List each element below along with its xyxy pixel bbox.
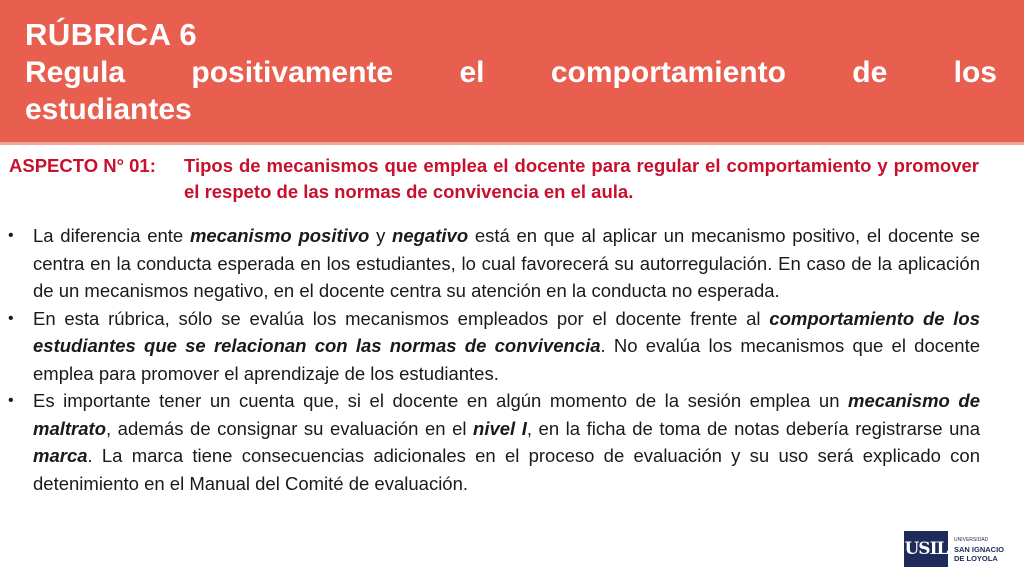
bullet-text: En esta rúbrica, sólo se evalúa los mecanismos empleados por el docente frente al [33,307,770,329]
bullet-text: está en que al aplicar un mecanismo positivo, el docente se centra en la conducta esperada en los estudiantes, lo cual favorecerá su autorregulación. En caso de la aplicación de un mecanismos negativo, en el docente centra su atención en la conducta no esperada. [33,225,981,301]
bullet-text: La diferencia ente [33,225,190,246]
emphasis-text: negativo [392,225,469,246]
slide-title-line1 [25,54,997,91]
logo-line1: SAN IGNACIO [954,544,1005,554]
bullet-item [8,305,980,388]
title-word: comportamiento [550,56,786,89]
emphasis-text: mecanismo de maltrato [33,390,980,439]
rubric-number: RÚBRICA 6 [25,17,198,52]
usil-logo-mark: USIL [904,531,948,567]
slide-title-line2: estudiantes [25,93,192,126]
slide-title [25,54,997,128]
logo-line2: DE LOYOLA [954,553,998,563]
emphasis-text: mecanismo positivo [189,225,370,246]
bullet-list [8,222,980,497]
bullet-text: , en la ficha de toma de notas debería registrarse una [526,417,980,439]
bullet-text: y [369,225,393,246]
emphasis-text: nivel I [473,417,527,439]
bullet-text: Es importante tener un cuenta que, si el docente en algún momento de la sesión emplea un [33,390,849,411]
logo-text [954,536,1004,563]
bullet-dot-icon: • [8,392,14,409]
aspect-label: ASPECTO N° 01: [9,155,156,176]
aspect-text: Tipos de mecanismos que emplea el docente para regular el comportamiento y promover el respeto de las normas de convivencia en el aula. [184,155,979,202]
emphasis-text: marca [33,445,88,466]
logo-line-small: UNIVERSIDAD [954,536,989,543]
bullet-text: . No evalúa los mecanismos que el docente emplea para promover el aprendizaje de los estudiantes. [33,335,980,384]
bullet-dot-icon: • [8,227,14,244]
university-logo [904,530,1020,568]
title-word: Regula [25,56,126,89]
emphasis-text: comportamiento de los estudiantes que se relacionan con las normas de convivencia [33,307,981,356]
title-banner [0,0,1024,145]
title-word: el [459,56,485,89]
bullet-dot-icon: • [8,309,14,327]
title-word: los [953,56,997,89]
bullet-item [8,222,980,305]
bullet-item [8,387,980,497]
bullet-text: . La marca tiene consecuencias adicionales en el proceso de evaluación y su uso será explicado con detenimiento en el Manual del Comité de evaluación. [33,445,980,494]
bullet-text: , además de consignar su evaluación en el [106,417,474,439]
title-word: de [852,56,888,89]
title-word: positivamente [191,56,394,89]
